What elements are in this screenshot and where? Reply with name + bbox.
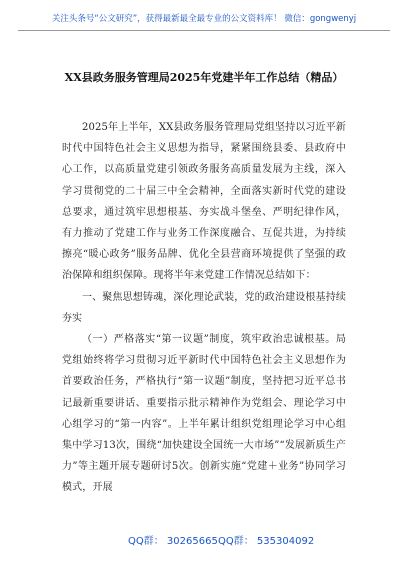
header-divider <box>18 30 390 31</box>
intro-paragraph: 2025年上半年，XX县政务服务管理局党组坚持以习近平新时代中国特色社会主义思想为指导，紧紧围绕县委、县政府中心工作，以高质量党建引领政务服务高质量发展为主线，深入学习贯彻党的二十届三中全会精神，全面落实新时代党的建设总要求，通过筑牢思想根基、夯实战斗堡垒、严明纪律作风，有力推动了党建工作与业务工作深度融合、互促共进，为持续擦亮“暖心政务”服务品牌、优化全县营商环境提供了坚强的政治保障和组织保障。现将半年来党建工作情况总结如下： <box>62 122 346 282</box>
document-title: XX县政务服务管理局2025年党建半年工作总结（精品） <box>64 71 344 84</box>
footer-qq-group-2: QQ群： 535304092 <box>218 536 315 547</box>
document-body <box>62 117 346 499</box>
header-banner: 关注头条号“公文研究”，获得最新最全最专业的公文资料库！ 微信：gongwenyj <box>51 14 357 24</box>
section-heading-1: 一、聚焦思想铸魂，深化理论武装，党的政治建设根基持续夯实 <box>62 291 346 324</box>
footer-qq-group-1: QQ群： 30265665 <box>128 536 218 547</box>
footer <box>0 534 408 550</box>
subsection-paragraph-1: （一）严格落实“第一议题”制度，筑牢政治忠诚根基。局党组始终将学习贯彻习近平新时代中国特色社会主义思想作为首要政治任务，严格执行“第一议题”制度，坚持把习近平总书记最新重要讲话、重要指示批示精神作为党组会、理论学习中心组学习的“第一内容”。上半年累计组织党组理论学习中心组集中学习13次，围绕“加快建设全国统一大市场”“发展新质生产力”等主题开展专题研讨5次。创新实施“党建＋业务”协同学习模式，开展 <box>62 334 346 494</box>
